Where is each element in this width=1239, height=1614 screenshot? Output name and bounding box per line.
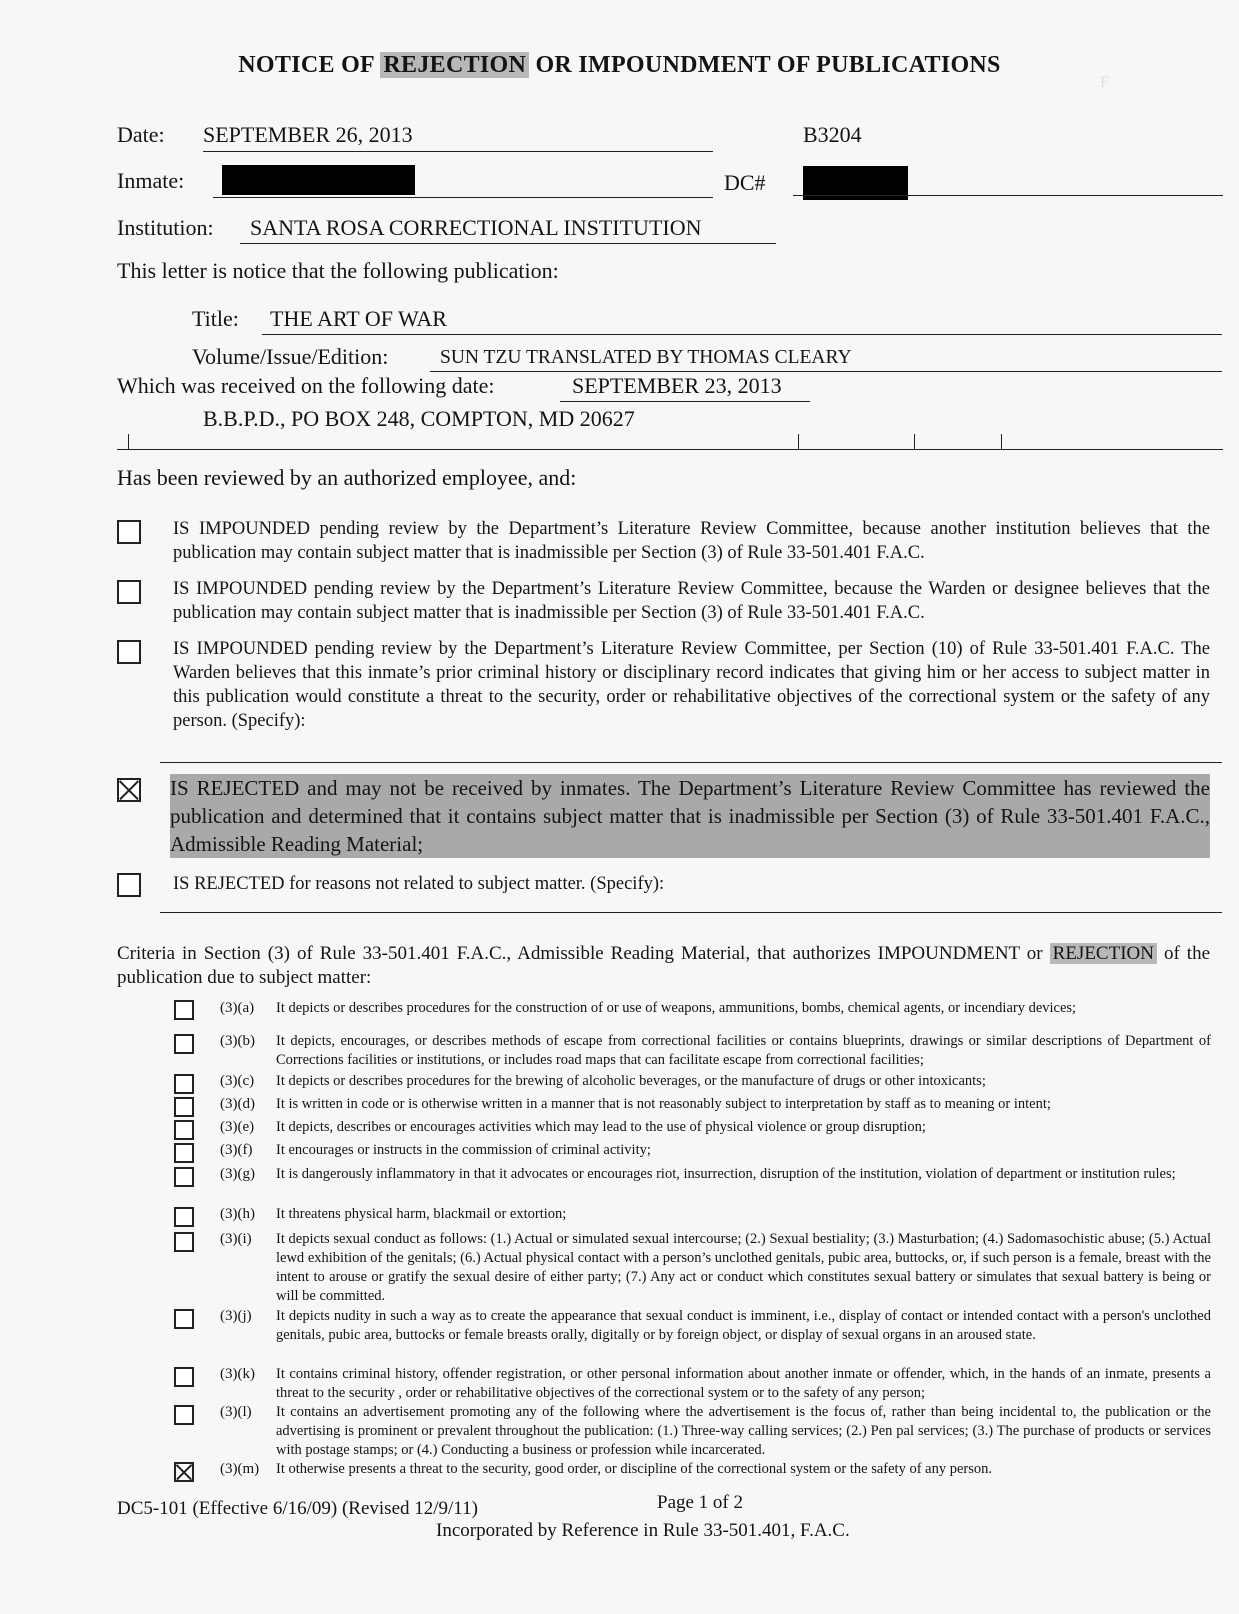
institution-value: SANTA ROSA CORRECTIONAL INSTITUTION <box>250 215 702 240</box>
criteria-intro-tail: of the publication due to subject matter: <box>117 943 1211 988</box>
line-tick <box>1001 434 1002 450</box>
bleed-through-text: F <box>1100 74 1109 91</box>
title-suffix: OR IMPOUNDMENT OF PUBLICATIONS <box>529 52 1001 78</box>
criteria-text: It depicts sexual conduct as follows: (1.) Actual or simulated sexual intercourse; (2.) Sexual bestiality; (3.) Masturbation; (4.) Sadomasochistic abuse; (5.) Actual lewd exhibition of the genitals; (6.) Actual physical contact with a person’s unclothed genitals, pubic area, buttocks, or, if such person is a female, breast with the intent to arouse or gratify the sexual desire of either party; (7.) Any act or conduct which constitutes sexual battery or simulates that sexual battery is being or will be committed. <box>276 1231 1211 1304</box>
received-underline <box>560 401 810 402</box>
criteria-code: (3)(i) <box>220 1231 252 1247</box>
publication-title-underline <box>262 334 1222 335</box>
criteria-code: (3)(a) <box>220 1000 255 1016</box>
institution-label: Institution: <box>117 215 214 240</box>
criteria-intro-text: Criteria in Section (3) of Rule 33-501.401 F.A.C., Admissible Reading Material, that authorizes IMPOUNDMENT or <box>117 943 1050 964</box>
criteria-intro <box>117 942 1210 990</box>
impounded-warden-checkbox[interactable] <box>117 580 141 604</box>
criteria-d-checkbox[interactable] <box>174 1097 194 1117</box>
impounded-other-institution-checkbox[interactable] <box>117 520 141 544</box>
criteria-code: (3)(k) <box>220 1366 255 1382</box>
specify-underline-2 <box>160 912 1222 913</box>
criteria-text: It depicts, describes or encourages activities which may lead to the use of physical violence or group disruption; <box>276 1119 926 1135</box>
criteria-text: It contains an advertisement promoting any of the following where the advertisement is the focus of, rather than being incidental to, the publication or the advertising is prominent or prevalent throughout the publication: (1.) Three-way calling services; (2.) Pen pal services; (3.) The purchase of products or services with postage stamps; or (4.) Conducting a business or profession while incarcerated. <box>276 1404 1211 1458</box>
criteria-code: (3)(g) <box>220 1166 255 1182</box>
institution-underline <box>240 243 776 244</box>
criteria-text: It encourages or instructs in the commission of criminal activity; <box>276 1142 651 1158</box>
criteria-code: (3)(h) <box>220 1206 255 1222</box>
option-rejected-subject-matter: IS REJECTED and may not be received by inmates. The Department’s Literature Review Committee has reviewed the publication and determined that it contains subject matter that is inadmissible per Section (3) of Rule 33-501.401 F.A.C., Admissible Reading Material; <box>170 776 1210 856</box>
publication-title-label: Title: <box>192 306 239 331</box>
criteria-code: (3)(c) <box>220 1073 255 1089</box>
criteria-intro-highlight: REJECTION <box>1050 943 1157 964</box>
criteria-text: It depicts or describes procedures for the brewing of alcoholic beverages, or the manufacture of drugs or other intoxicants; <box>276 1073 986 1089</box>
received-value: SEPTEMBER 23, 2013 <box>572 373 782 398</box>
inmate-name-redaction <box>222 165 415 195</box>
review-intro: Has been reviewed by an authorized employee, and: <box>117 465 577 490</box>
criteria-i-checkbox[interactable] <box>174 1232 194 1252</box>
date-label: Date: <box>117 122 165 147</box>
criteria-a-checkbox[interactable] <box>174 1000 194 1020</box>
impounded-criminal-history-checkbox[interactable] <box>117 640 141 664</box>
criteria-code: (3)(m) <box>220 1461 260 1477</box>
criteria-m-checkbox[interactable] <box>174 1462 194 1482</box>
rejected-other-reasons-checkbox[interactable] <box>117 873 141 897</box>
criteria-k-checkbox[interactable] <box>174 1367 194 1387</box>
criteria-h-checkbox[interactable] <box>174 1207 194 1227</box>
criteria-code: (3)(d) <box>220 1096 255 1112</box>
title-highlight: REJECTION <box>380 52 529 78</box>
date-value: SEPTEMBER 26, 2013 <box>203 122 413 147</box>
page-number: Page 1 of 2 <box>657 1492 744 1513</box>
criteria-text: It depicts or describes procedures for the construction of or use of weapons, ammunitions, bombs, chemical agents, or incendiary devices; <box>276 1000 1077 1016</box>
criteria-code: (3)(f) <box>220 1142 253 1158</box>
option-impounded-criminal-history: IS IMPOUNDED pending review by the Department’s Literature Review Committee, per Section (10) of Rule 33-501.401 F.A.C. The Warden believes that this inmate’s prior criminal history or disciplinary record indicates that giving him or her access to subject matter in this publication would constitute a threat to the security, order or rehabilitative objectives of the correctional system or the safety of any person. (Specify): <box>173 639 1210 731</box>
criteria-j-checkbox[interactable] <box>174 1309 194 1329</box>
criteria-g-checkbox[interactable] <box>174 1167 194 1187</box>
dc-number-label: DC# <box>724 170 766 195</box>
sender-underline <box>117 449 1223 450</box>
line-tick <box>798 434 799 450</box>
line-tick <box>128 434 129 450</box>
criteria-b-checkbox[interactable] <box>174 1034 194 1054</box>
criteria-code: (3)(b) <box>220 1033 255 1049</box>
publication-title-value: THE ART OF WAR <box>270 306 447 331</box>
criteria-text: It depicts nudity in such a way as to create the appearance that sexual conduct is imminent, i.e., display of contact or intended contact with a person's unclothed genitals, pubic area, buttocks or female breasts orally, digitally or by foreign object, or display of sexual organs in an aroused state. <box>276 1308 1211 1343</box>
title-prefix: NOTICE OF <box>238 52 381 78</box>
inmate-underline <box>213 197 713 198</box>
document-title <box>0 52 1239 79</box>
criteria-text: It contains criminal history, offender registration, or other personal information about another inmate or offender, which, in the hands of an inmate, presents a threat to the security , order or rehabilitative objectives of the correctional system or to the safety of any person; <box>276 1366 1211 1401</box>
rejected-subject-matter-checkbox[interactable] <box>117 778 141 802</box>
volume-label: Volume/Issue/Edition: <box>192 344 389 369</box>
criteria-code: (3)(e) <box>220 1119 255 1135</box>
criteria-text: It threatens physical harm, blackmail or extortion; <box>276 1206 567 1222</box>
dc-number-underline <box>793 195 1223 196</box>
criteria-code: (3)(j) <box>220 1308 252 1324</box>
form-code: B3204 <box>803 122 862 147</box>
line-tick <box>914 434 915 450</box>
volume-underline <box>430 371 1222 372</box>
criteria-text: It is dangerously inflammatory in that it advocates or encourages riot, insurrection, disruption of the institution, violation of department or institution rules; <box>276 1166 1176 1182</box>
criteria-text: It depicts, encourages, or describes methods of escape from correctional facilities or contains blueprints, drawings or similar descriptions of Department of Corrections facilities or institutions, or includes road maps that can facilitate escape from correctional facilities; <box>276 1033 1211 1068</box>
criteria-text: It is written in code or is otherwise written in a manner that is not reasonably subject to interpretation by staff as to meaning or intent; <box>276 1096 1051 1112</box>
option-impounded-warden: IS IMPOUNDED pending review by the Department’s Literature Review Committee, because the Warden or designee believes that the publication may contain subject matter that is inadmissible per Section (3) of Rule 33-501.401 F.A.C. <box>173 579 1210 623</box>
date-underline <box>203 151 713 152</box>
criteria-text: It otherwise presents a threat to the security, good order, or discipline of the correctional system or the safety of any person. <box>276 1461 993 1477</box>
option-impounded-other-institution: IS IMPOUNDED pending review by the Department’s Literature Review Committee, because another institution believes that the publication may contain subject matter that is inadmissible per Section (3) of Rule 33-501.401 F.A.C. <box>173 519 1210 563</box>
inmate-label: Inmate: <box>117 168 185 193</box>
criteria-f-checkbox[interactable] <box>174 1143 194 1163</box>
criteria-c-checkbox[interactable] <box>174 1074 194 1094</box>
specify-underline-1 <box>160 762 1222 763</box>
option-rejected-other-reasons: IS REJECTED for reasons not related to subject matter. (Specify): <box>173 874 665 894</box>
criteria-e-checkbox[interactable] <box>174 1120 194 1140</box>
form-id: DC5-101 (Effective 6/16/09) (Revised 12/9/11) <box>117 1498 478 1519</box>
criteria-code: (3)(l) <box>220 1404 252 1420</box>
received-label: Which was received on the following date: <box>117 373 495 398</box>
sender-address: B.B.P.D., PO BOX 248, COMPTON, MD 20627 <box>203 406 635 431</box>
incorporated-by-reference: Incorporated by Reference in Rule 33-501.401, F.A.C. <box>436 1520 850 1541</box>
notice-intro: This letter is notice that the following publication: <box>117 258 559 283</box>
volume-value: SUN TZU TRANSLATED BY THOMAS CLEARY <box>440 347 852 368</box>
criteria-l-checkbox[interactable] <box>174 1405 194 1425</box>
